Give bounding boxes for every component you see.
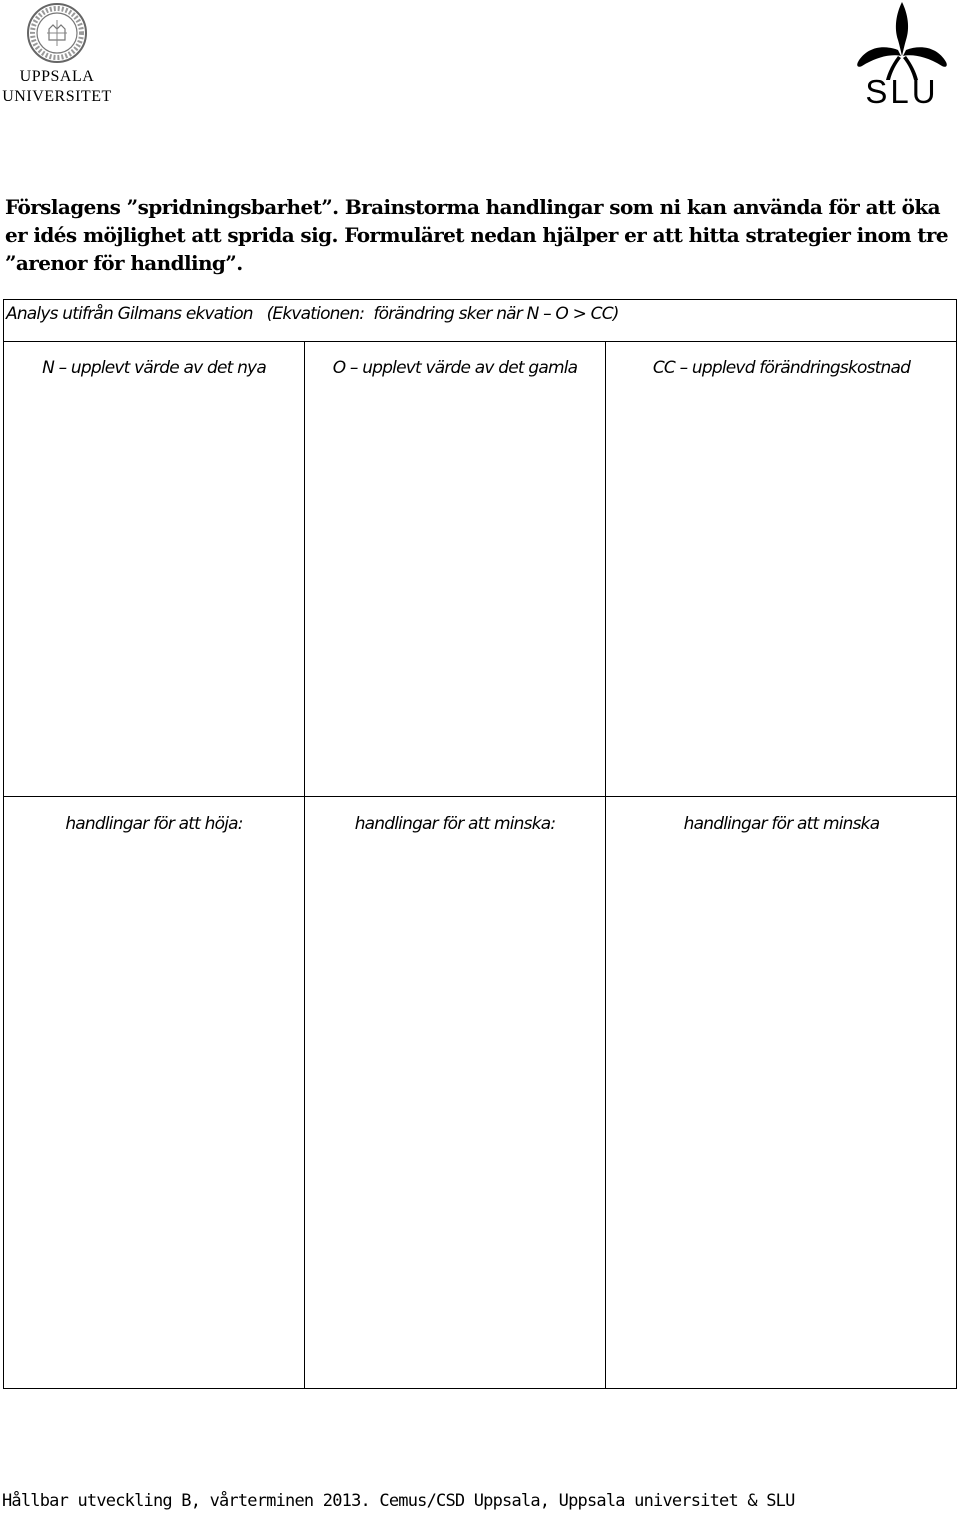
- column-divider: [605, 342, 606, 1388]
- uppsala-universitet-logo: [2, 2, 112, 108]
- column-header-n: N – upplevt värde av det nya: [42, 358, 266, 378]
- slu-leaf-icon: [848, 0, 956, 106]
- slu-logo: [848, 0, 956, 106]
- column-divider: [304, 342, 305, 1388]
- uppsala-logo-line2: UNIVERSITET: [2, 88, 112, 105]
- action-label-raise: handlingar för att höja:: [65, 814, 243, 834]
- gilman-analysis-table: [3, 299, 957, 1389]
- slu-logo-text: SLU: [865, 73, 939, 106]
- row-divider: [4, 796, 956, 797]
- action-label-reduce-cc: handlingar för att minska: [683, 814, 880, 834]
- page-footer: Hållbar utveckling B, vårterminen 2013. Cemus/CSD Uppsala, Uppsala universitet & SLU: [2, 1491, 795, 1511]
- action-label-reduce-o: handlingar för att minska:: [354, 814, 556, 834]
- intro-paragraph: Förslagens ”spridningsbarhet”. Brainstorma handlingar som ni kan använda för att öka er idés möjlighet att sprida sig. Formuläret nedan hjälper er att hitta strategier inom tre ”arenor för handling”.: [5, 195, 948, 275]
- table-heading-row: [4, 300, 956, 342]
- column-header-o: O – upplevt värde av det gamla: [332, 358, 578, 378]
- uppsala-seal-icon: [25, 2, 89, 64]
- table-heading: Analys utifrån Gilmans ekvation (Ekvationen: förändring sker när N – O > CC): [6, 304, 619, 324]
- uppsala-logo-line1: UPPSALA: [19, 68, 95, 85]
- column-header-cc: CC – upplevd förändringskostnad: [652, 358, 911, 378]
